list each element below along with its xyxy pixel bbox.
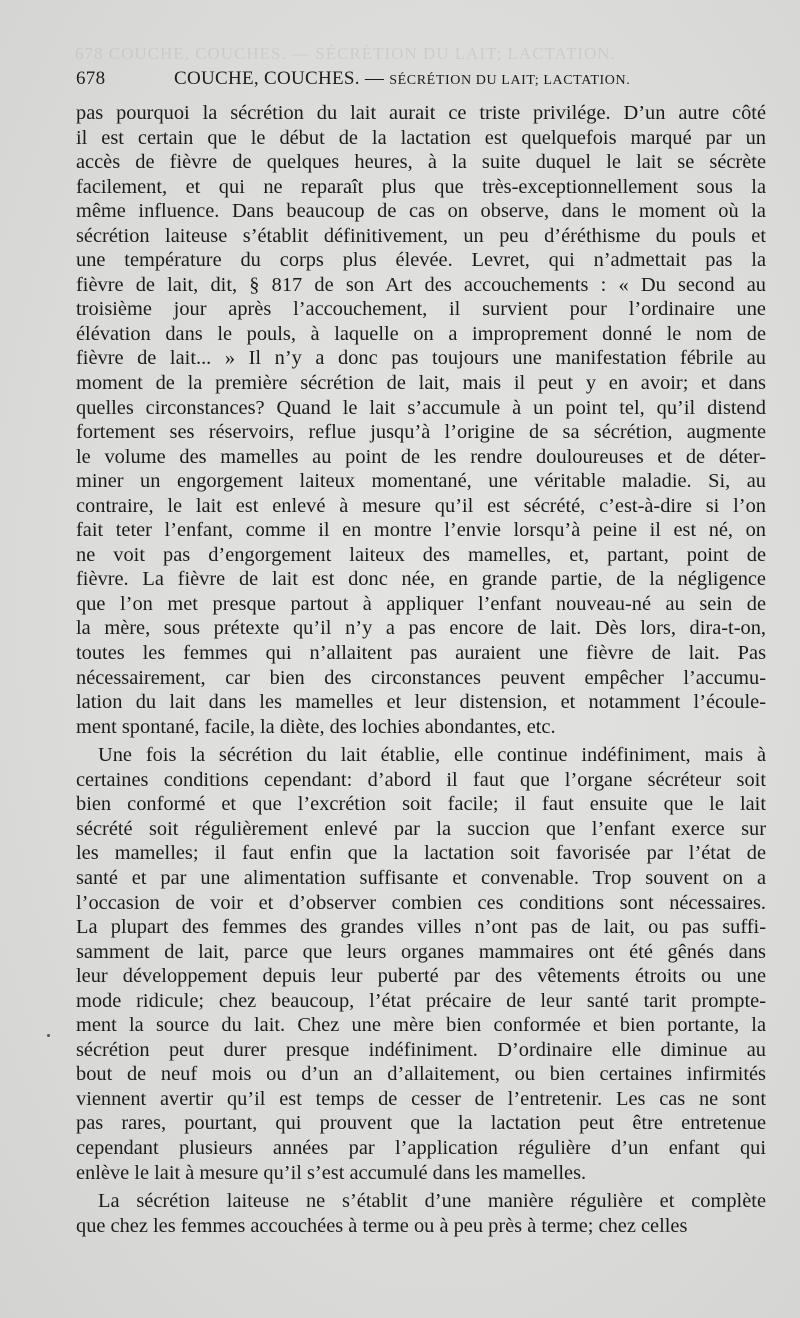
- bleed-through-text: 678 COUCHE, COUCHES. — SÉCRÉTION DU LAIT; LACTATION.: [75, 44, 616, 63]
- text-line: pas rares, pourtant, qui prouvent que la lactation peut être entretenue: [76, 1112, 766, 1135]
- text-line: toutes les femmes qui n’allaitent pas auraient une fièvre de lait. Pas: [76, 642, 766, 665]
- text-line: miner un engorgement laiteux momentané, une véritable maladie. Si, au: [76, 470, 766, 493]
- text-line: viennent avertir qu’il est temps de cesser de l’entretenir. Les cas ne sont: [76, 1087, 766, 1110]
- text-line: pas pourquoi la sécrétion du lait aurait ce triste privilége. D’un autre côté: [76, 102, 766, 124]
- text-line: La plupart des femmes des grandes villes n’ont pas de lait, ou pas suffi-: [76, 916, 766, 939]
- running-title-main: COUCHE, COUCHES. —: [174, 68, 385, 89]
- text-line: accès de fièvre de quelques heures, à la suite duquel le lait se sécrète: [76, 151, 766, 174]
- text-line: La sécrétion laiteuse ne s’établit d’une manière régulière et complète: [98, 1190, 766, 1213]
- running-title-sub: SÉCRÉTION DU LAIT; LACTATION.: [389, 73, 631, 88]
- paragraph: [76, 743, 766, 1185]
- text-line: élévation dans le pouls, à laquelle on a improprement donné le nom de: [76, 322, 766, 345]
- body-text: [76, 101, 766, 1238]
- paragraph: [76, 101, 766, 739]
- text-line: fait teter l’enfant, comme il en montre l’envie lorsqu’à peine il est né, on: [76, 519, 766, 542]
- text-line: bien conformé et que l’excrétion soit facile; il faut ensuite que le lait: [76, 793, 766, 816]
- text-line: certaines conditions cependant: d’abord il faut que l’organe sécréteur soit: [76, 768, 766, 791]
- text-line: leur développement depuis leur puberté par des vêtements étroits ou une: [76, 965, 766, 988]
- text-line: Une fois la sécrétion du lait établie, elle continue indéfiniment, mais à: [98, 744, 766, 767]
- text-line: facilement, et qui ne reparaît plus que très-exceptionnellement sous la: [76, 175, 766, 198]
- text-line: fièvre. La fièvre de lait est donc née, en grande partie, de la négligence: [76, 568, 766, 591]
- text-line: troisième jour après l’accouchement, il survient pour l’ordinaire une: [76, 298, 766, 321]
- text-line: même influence. Dans beaucoup de cas on observe, dans le moment où la: [76, 200, 766, 223]
- text-line: bout de neuf mois ou d’un an d’allaitement, ou bien certaines infirmités: [76, 1063, 766, 1086]
- margin-mark: [47, 1034, 50, 1037]
- text-line: moment de la première sécrétion de lait, mais il peut y en avoir; et dans: [76, 372, 766, 395]
- text-line: la mère, sous prétexte qu’il n’y a pas encore de lait. Dès lors, dira-t-on,: [76, 617, 766, 640]
- text-line: samment de lait, parce que leurs organes mammaires ont été gênés dans: [76, 940, 766, 963]
- text-line: sécrété soit régulièrement enlevé par la succion que l’enfant exerce sur: [76, 817, 766, 840]
- paragraph: [76, 1189, 766, 1238]
- text-line: lation du lait dans les mamelles et leur distension, et notamment l’écoule-: [76, 691, 766, 714]
- text-line: les mamelles; il faut enfin que la lactation soit favorisée par l’état de: [76, 842, 766, 865]
- text-line: fièvre de lait, dit, § 817 de son Art des accouchements : « Du second au: [76, 273, 766, 296]
- text-line: le volume des mamelles au point de les rendre douloureuses et de déter-: [76, 445, 766, 468]
- text-line: sécrétion peut durer presque indéfiniment. D’ordinaire elle diminue au: [76, 1038, 766, 1061]
- text-line: ne voit pas d’engorgement laiteux des mamelles, et, partant, point de: [76, 543, 766, 566]
- text-line: quelles circonstances? Quand le lait s’accumule à un point tel, qu’il distend: [76, 396, 766, 419]
- text-line: l’occasion de voir et d’observer combien ces conditions sont nécessaires.: [76, 891, 766, 914]
- text-line: fortement ses réservoirs, reflue jusqu’à l’origine de sa sécrétion, augmente: [76, 421, 766, 444]
- text-line: que chez les femmes accouchées à terme ou à peu près à terme; chez celles: [76, 1214, 688, 1237]
- running-title: [174, 68, 630, 90]
- page-header: [76, 68, 766, 96]
- page-number: 678: [76, 68, 106, 89]
- text-line: mode ridicule; chez beaucoup, l’état précaire de leur santé tarit prompte-: [76, 989, 766, 1012]
- text-line: fièvre de lait... » Il n’y a donc pas toujours une manifestation fébrile au: [76, 347, 766, 370]
- text-line: que l’on met presque partout à appliquer l’enfant nouveau-né au sein de: [76, 592, 766, 615]
- text-line: ment spontané, facile, la diète, des lochies abondantes, etc.: [76, 715, 556, 738]
- text-line: contraire, le lait est enlevé à mesure qu’il est sécrété, c’est-à-dire si l’on: [76, 494, 766, 517]
- text-line: une température du corps plus élevée. Levret, qui n’admettait pas la: [76, 249, 766, 272]
- text-line: sécrétion laiteuse s’établit définitivement, un peu d’éréthisme du pouls et: [76, 224, 766, 247]
- text-line: nécessairement, car bien des circonstances peuvent empêcher l’accumu-: [76, 666, 766, 689]
- text-line: il est certain que le début de la lactation est quelquefois marqué par un: [76, 126, 766, 149]
- text-line: ment la source du lait. Chez une mère bien conformée et bien portante, la: [76, 1014, 766, 1037]
- text-line: santé et par une alimentation suffisante et convenable. Trop souvent on a: [76, 866, 766, 889]
- text-line: enlève le lait à mesure qu’il s’est accumulé dans les mamelles.: [76, 1161, 587, 1184]
- text-line: cependant plusieurs années par l’application régulière d’un enfant qui: [76, 1136, 766, 1159]
